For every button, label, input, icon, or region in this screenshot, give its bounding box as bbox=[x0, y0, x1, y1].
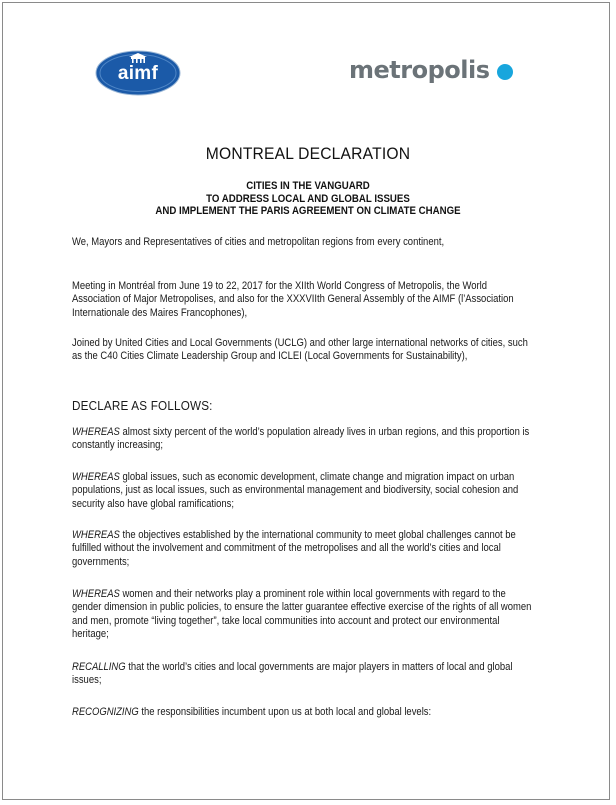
aimf-logo bbox=[95, 50, 181, 96]
intro-paragraph: Meeting in Montréal from June 19 to 22, 2017 for the XIIth World Congress of Metropolis, the World Association of Major Metropolises, and also for the XXXVIIth General Assembly of the AIMF (l’Association Internationale des Maires Francophones), bbox=[72, 280, 514, 319]
metropolis-logo-text: metropolis bbox=[349, 56, 490, 84]
clause-lead: RECOGNIZING bbox=[72, 706, 139, 718]
metropolis-logo bbox=[349, 55, 513, 85]
declare-heading: DECLARE AS FOLLOWS: bbox=[72, 398, 213, 413]
metropolis-logo-dot bbox=[497, 64, 513, 80]
intro-paragraph: We, Mayors and Representatives of cities and metropolitan regions from every continent, bbox=[72, 236, 445, 248]
document-title: MONTREAL DECLARATION bbox=[205, 144, 411, 163]
clause-paragraph bbox=[72, 588, 536, 642]
aimf-logo-text: aimf bbox=[117, 63, 159, 84]
subtitle-line: CITIES IN THE VANGUARD bbox=[246, 180, 370, 192]
clause-paragraph bbox=[72, 529, 536, 569]
clause-lead: WHEREAS bbox=[72, 426, 120, 438]
clause-text: women and their networks play a prominent role within local governments with regard to the gender dimension in public policies, to ensure the latter guarantee effective exercise of the rights of all women and men, promote “living together”, take local communities into account and protect our environmental heritage; bbox=[72, 588, 532, 641]
clause-lead: RECALLING bbox=[72, 661, 126, 673]
clause-paragraph bbox=[72, 661, 536, 688]
clause-text: the objectives established by the international community to meet global challenges cannot be fulfilled without the involvement and commitment of the metropolises and all the world’s cities and local governments; bbox=[72, 529, 516, 568]
clause-text: that the world’s cities and local governments are major players in matters of local and global issues; bbox=[72, 661, 513, 687]
clause-paragraph bbox=[72, 471, 536, 511]
clause-lead: WHEREAS bbox=[72, 471, 120, 483]
document-subtitle bbox=[0, 180, 616, 218]
clause-text: global issues, such as economic development, climate change and migration impact on urban populations, just as local issues, such as environmental management and biodiversity, social cohesion and security also have global ramifications; bbox=[72, 471, 519, 510]
clause-paragraph bbox=[72, 426, 536, 453]
clause-paragraph bbox=[72, 706, 536, 719]
clause-text: almost sixty percent of the world’s population already lives in urban regions, and this proportion is constantly increasing; bbox=[72, 426, 530, 452]
clause-lead: WHEREAS bbox=[72, 529, 120, 541]
intro-paragraph: Joined by United Cities and Local Governments (UCLG) and other large international networks of cities, such as the C40 Cities Climate Leadership Group and ICLEI (Local Governments for Sustainability), bbox=[72, 337, 528, 363]
subtitle-line: AND IMPLEMENT THE PARIS AGREEMENT ON CLIMATE CHANGE bbox=[155, 205, 461, 217]
clause-text: the responsibilities incumbent upon us at both local and global levels: bbox=[138, 706, 432, 718]
clause-lead: WHEREAS bbox=[72, 588, 120, 600]
subtitle-line: TO ADDRESS LOCAL AND GLOBAL ISSUES bbox=[206, 192, 410, 205]
